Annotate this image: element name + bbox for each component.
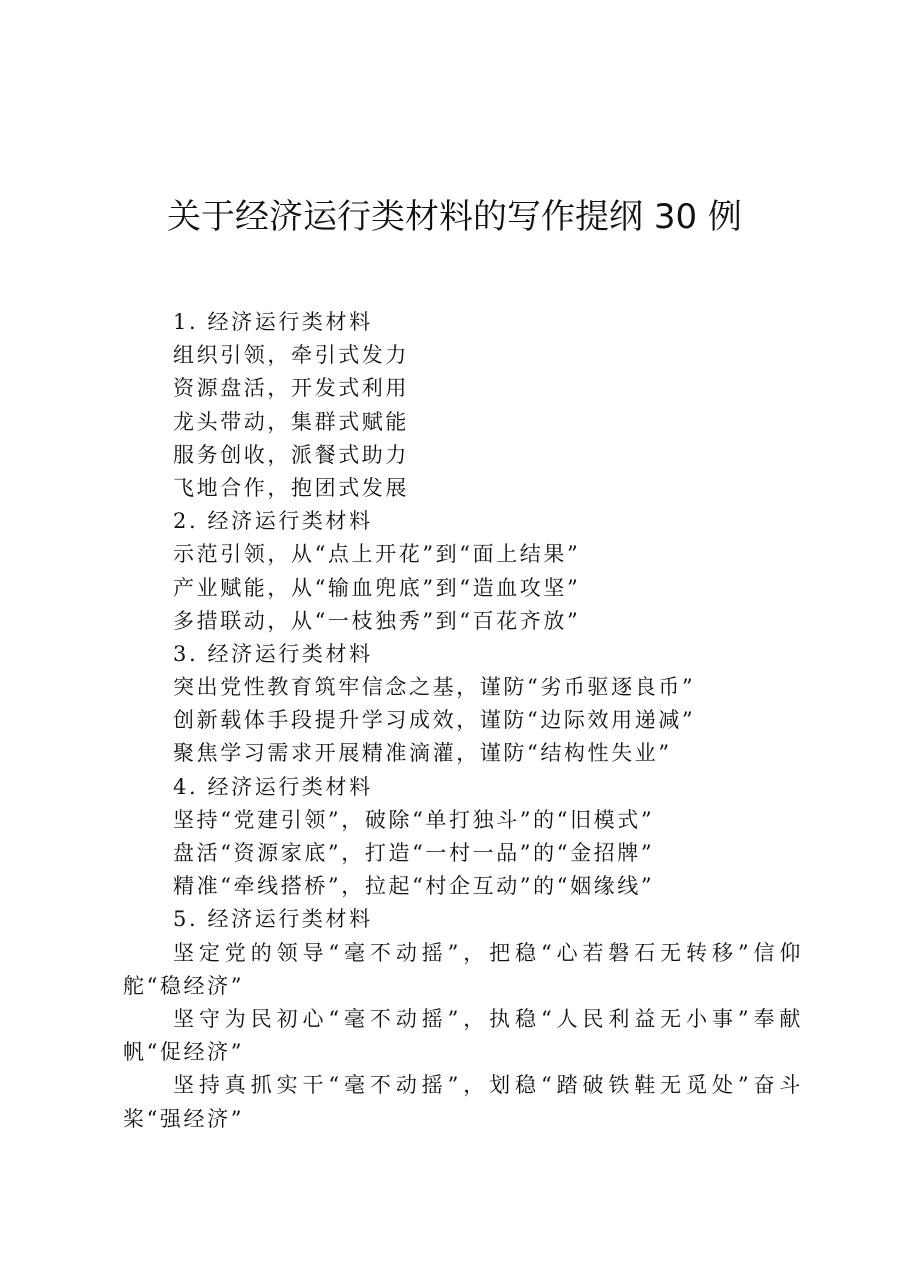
section-heading-3: 3. 经济运行类材料 <box>173 641 373 666</box>
outline-line: 产业赋能，从“输血兜底”到“造血攻坚” <box>173 575 581 600</box>
outline-paragraph: 坚守为民初心“毫不动摇”，执稳“人民利益无小事”奉献帆“促经济” <box>123 1006 803 1065</box>
document-title: 关于经济运行类材料的写作提纲 30 例 <box>167 197 742 237</box>
section-heading-1: 1. 经济运行类材料 <box>173 310 373 334</box>
outline-line: 突出党性教育筑牢信念之基，谨防“劣币驱逐良币” <box>173 675 696 700</box>
outline-line: 资源盘活，开发式利用 <box>173 376 409 401</box>
outline-paragraph: 坚定党的领导“毫不动摇”，把稳“心若磐石无转移”信仰舵“稳经济” <box>123 940 803 998</box>
outline-line: 坚持“党建引领”，破除“单打独斗”的“旧模式” <box>173 807 655 832</box>
section-heading-4: 4. 经济运行类材料 <box>173 774 373 799</box>
outline-line: 服务创收，派餐式助力 <box>173 442 409 467</box>
outline-line: 盘活“资源家底”，打造“一村一品”的“金招牌” <box>173 841 655 865</box>
document-body <box>123 306 803 1136</box>
section-heading-5: 5. 经济运行类材料 <box>173 907 373 932</box>
outline-line: 多措联动，从“一枝独秀”到“百花齐放” <box>173 608 581 633</box>
outline-paragraph: 坚持真抓实干“毫不动摇”，划稳“踏破铁鞋无觅处”奋斗桨“强经济” <box>123 1073 803 1131</box>
outline-line: 龙头带动，集群式赋能 <box>173 409 409 434</box>
outline-line: 聚焦学习需求开展精准滴灌，谨防“结构性失业” <box>173 741 672 766</box>
outline-line: 示范引领，从“点上开花”到“面上结果” <box>173 542 581 567</box>
outline-line: 飞地合作，抱团式发展 <box>173 475 409 500</box>
outline-line: 精准“牵线搭桥”，拉起“村企互动”的“姻缘线” <box>173 874 655 899</box>
section-heading-2: 2. 经济运行类材料 <box>173 509 373 534</box>
outline-line: 组织引领，牵引式发力 <box>173 343 409 368</box>
outline-line: 创新载体手段提升学习成效，谨防“边际效用递减” <box>173 708 696 733</box>
